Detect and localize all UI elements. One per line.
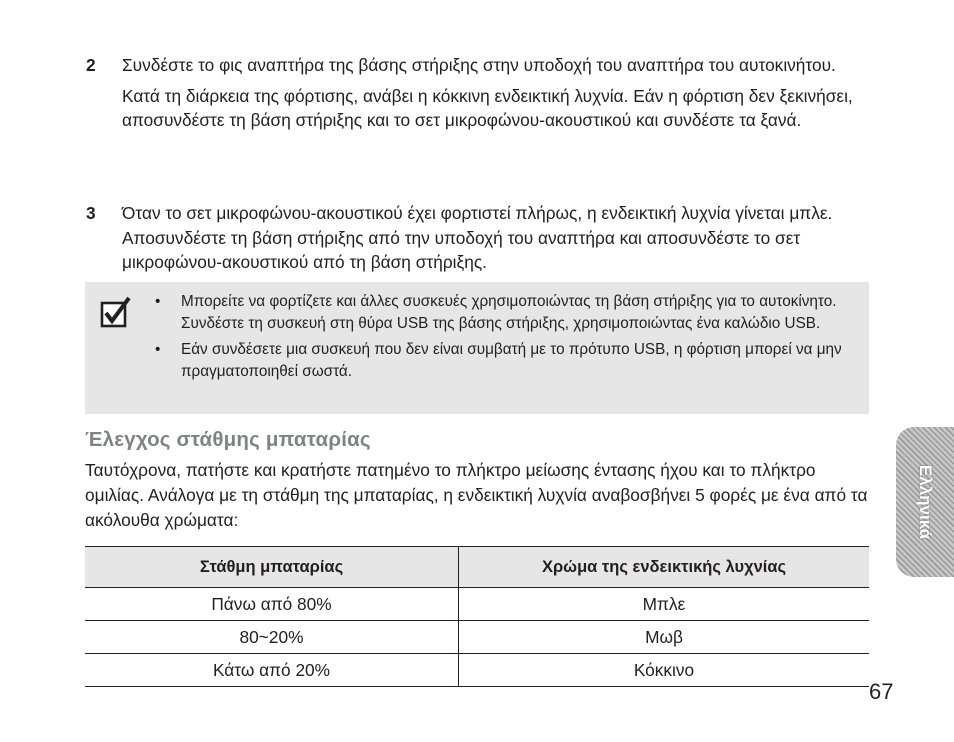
language-tab (896, 427, 954, 577)
language-tab-label: Ελληνικά (916, 464, 935, 540)
note-list (151, 291, 861, 387)
step-number: 3 (86, 203, 96, 223)
step-paragraph: Κατά τη διάρκεια της φόρτισης, ανάβει η κόκκινη ενδεικτική λυχνία. Εάν η φόρτιση δεν ξεκινήσει, αποσυνδέστε τη βάση στήριξης και το σετ μικροφώνου-ακουστικού και συνδέστε τα ξανά. (122, 85, 853, 130)
table-cell: Κάτω από 20% (85, 654, 459, 687)
step-3 (86, 201, 861, 275)
step-paragraph: Όταν το σετ μικροφώνου-ακουστικού έχει φορτιστεί πλήρως, η ενδεικτική λυχνία γίνεται μπλε. Αποσυνδέστε τη βάση στήριξης από την υποδοχή του αναπτήρα και αποσυνδέστε το σετ μικροφώνου-ακουστικού από τη βάση στήριξης. (122, 203, 833, 272)
page-number: 67 (869, 679, 894, 704)
step-number: 2 (86, 55, 96, 75)
table-cell: Κόκκινο (459, 654, 870, 687)
bullet: • (155, 341, 161, 358)
note-text: Μπορείτε να φορτίζετε και άλλες συσκευές χρησιμοποιώντας τη βάση στήριξης για το αυτοκίνητο. Συνδέστε τη συσκευή στη θύρα USB της βάσης στήριξης, χρησιμοποιώντας ένα καλώδιο USB. (181, 293, 837, 332)
table-row (85, 588, 869, 621)
section-intro: Ταυτόχρονα, πατήστε και κρατήστε πατημένο το πλήκτρο μείωσης έντασης ήχου και το πλήκτρο ομιλίας. Ανάλογα με τη στάθμη της μπαταρίας, η ενδεικτική λυχνία αναβοσβήνει 5 φορές με ένα από τα ακόλουθα χρώματα: (85, 460, 868, 530)
checkbox-icon (100, 296, 132, 328)
note-box (85, 282, 869, 414)
battery-level-table (85, 546, 869, 687)
step-2 (86, 53, 861, 133)
step-paragraph: Συνδέστε το φις αναπτήρα της βάσης στήριξης στην υποδοχή του αναπτήρα του αυτοκινήτου. (122, 55, 836, 75)
note-text: Εάν συνδέσετε μια συσκευή που δεν είναι συμβατή με το πρότυπο USB, η φόρτιση μπορεί να μην πραγματοποιηθεί σωστά. (181, 341, 842, 380)
table-header-cell: Χρώμα της ενδεικτικής λυχνίας (459, 547, 870, 588)
table-cell: Μπλε (459, 588, 870, 621)
section-heading: Έλεγχος στάθμης μπαταρίας (85, 428, 371, 451)
bullet: • (155, 293, 161, 310)
note-item (151, 339, 861, 382)
table-row (85, 654, 869, 687)
table-cell: 80~20% (85, 621, 459, 654)
table-row (85, 621, 869, 654)
table-cell: Πάνω από 80% (85, 588, 459, 621)
table-header-row (85, 547, 869, 588)
table-cell: Μωβ (459, 621, 870, 654)
note-item (151, 291, 861, 334)
table-header-cell: Στάθμη μπαταρίας (85, 547, 459, 588)
